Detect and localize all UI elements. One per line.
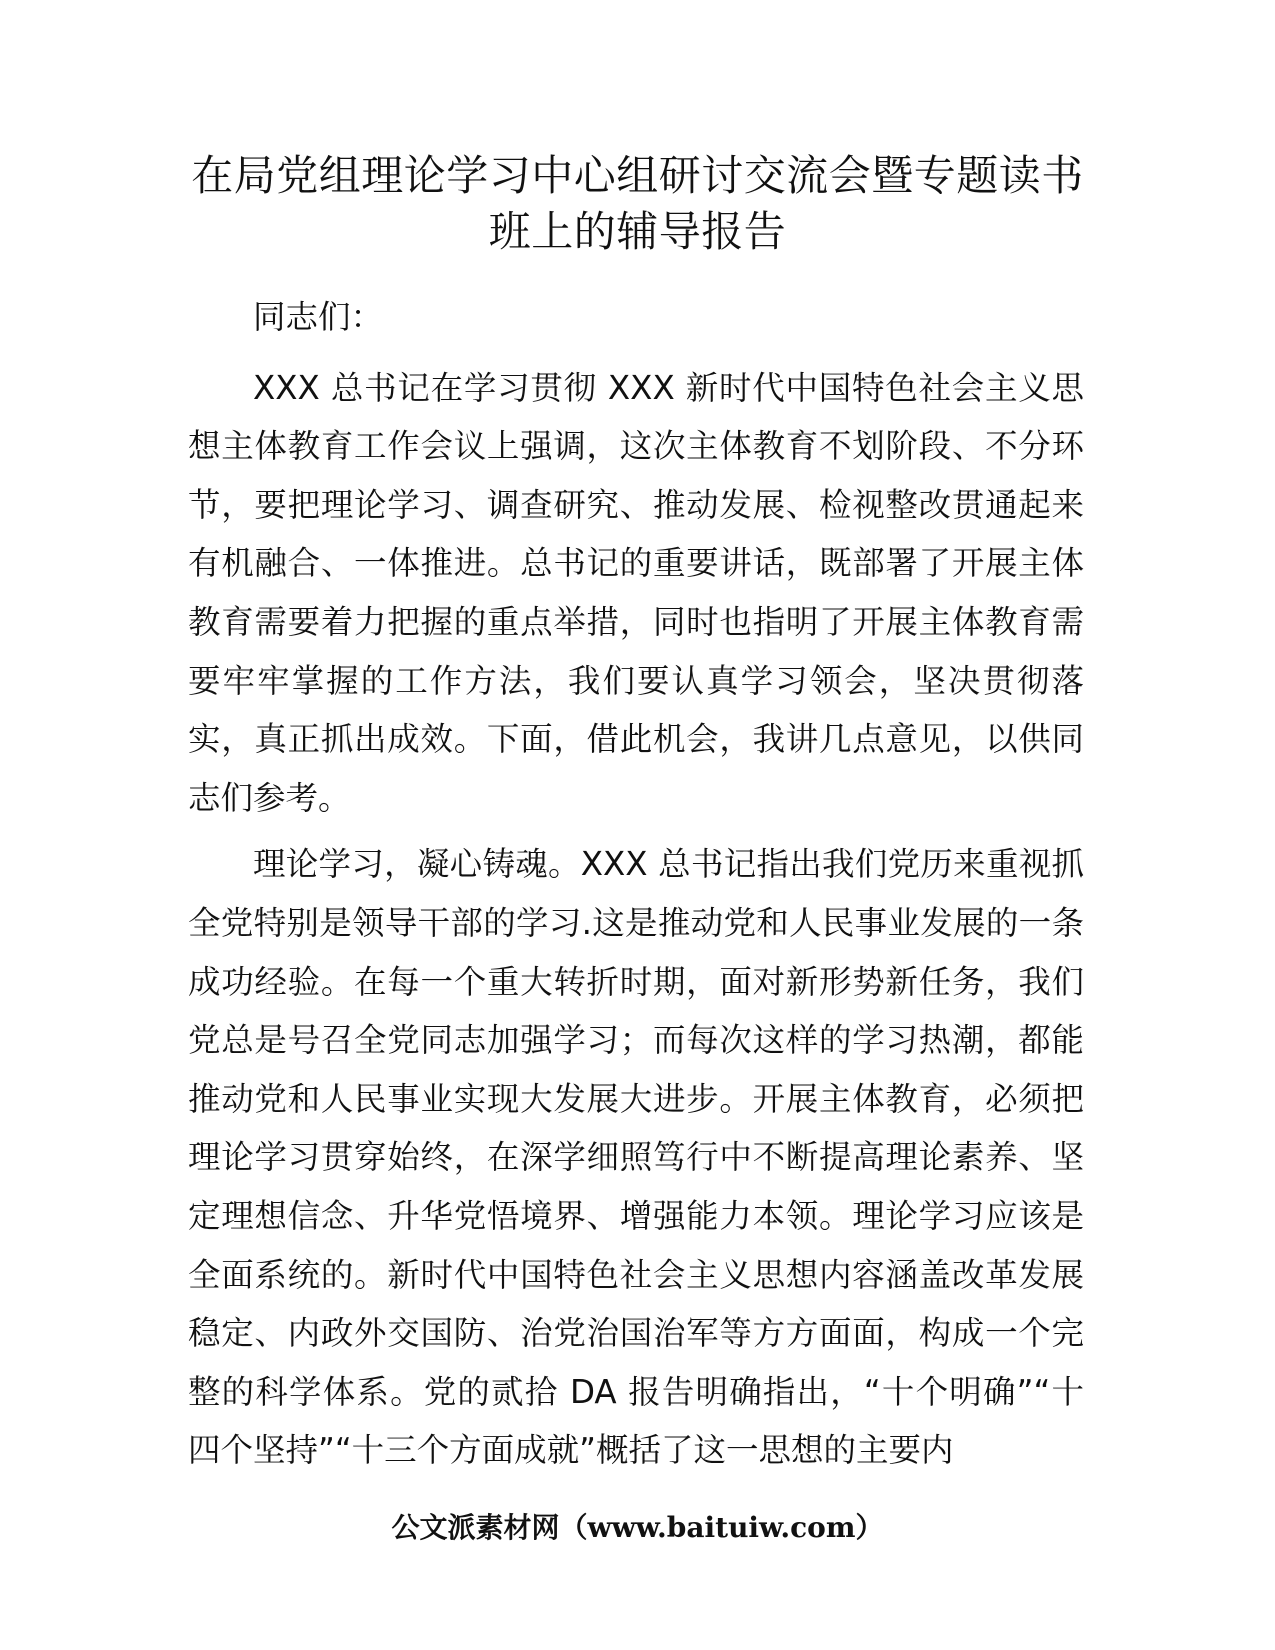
greeting: 同志们：: [253, 298, 384, 336]
footer-watermark: 公文派素材网（www.baituiw.com）: [391, 1511, 884, 1544]
document-title: 在局党组理论学习中心组研讨交流会暨专题读书班上的辅导报告: [191, 151, 1084, 256]
paragraph-2: 理论学习，凝心铸魂。XXX 总书记指出我们党历来重视抓全党特别是领导干部的学习.这是推动党和人民事业发展的一条成功经验。在每一个重大转折时期，面对新形势新任务，我们党总是号召全党同志加强学习；而每次这样的学习热潮，都能推动党和人民事业实现大发展大进步。开展主体教育，必须把理论学习贯穿始终，在深学细照笃行中不断提高理论素养、坚定理想信念、升华党悟境界、增强能力本领。理论学习应该是全面系统的。新时代中国特色社会主义思想内容涵盖改革发展稳定、内政外交国防、治党治国治军等方方面面，构成一个完整的科学体系。党的贰拾 DA 报告明确指出，“十个明确”“十四个坚持”“十三个方面成就”概括了这一思想的主要内: [188, 845, 1084, 1470]
document-body: [188, 288, 1084, 1480]
paragraph-1: XXX 总书记在学习贯彻 XXX 新时代中国特色社会主义思想主体教育工作会议上强调，这次主体教育不划阶段、不分环节，要把理论学习、调查研究、推动发展、检视整改贯通起来有机融合、一体推进。总书记的重要讲话，既部署了开展主体教育需要着力把握的重点举措，同时也指明了开展主体教育需要牢牢掌握的工作方法，我们要认真学习领会，坚决贯彻落实，真正抓出成效。下面，借此机会，我讲几点意见，以供同志们参考。: [188, 368, 1084, 817]
